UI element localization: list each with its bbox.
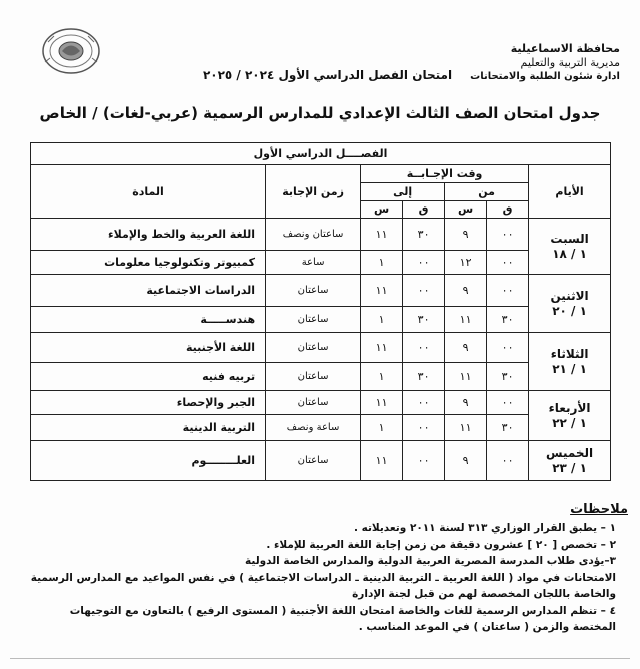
to-hour: ١١	[361, 275, 403, 307]
day-date: ١ / ٢٢	[552, 415, 587, 430]
from-hour: ١١	[445, 363, 487, 391]
table-row	[31, 391, 611, 415]
table-row	[31, 363, 611, 391]
to-minute-header: ق	[403, 201, 445, 219]
subject: الدراسات الاجتماعية	[31, 275, 266, 307]
directorate: مديرية التربية والتعليم	[520, 56, 620, 69]
note-line: ٣–يؤدى طلاب المدرسة المصرية العربية الدولية والمدارس الخاصة الدولية	[245, 555, 616, 567]
from-minute-header: ق	[487, 201, 529, 219]
to-minute: ٠٠	[403, 415, 445, 441]
to-minute: ٣٠	[403, 307, 445, 333]
to-minute: ٠٠	[403, 251, 445, 275]
subject: كمبيوتر وتكنولوجيا معلومات	[31, 251, 266, 275]
day-cell	[529, 441, 611, 481]
from-minute: ٣٠	[487, 415, 529, 441]
notes-list	[26, 520, 616, 636]
note-line: والخاصة باللجان المخصصة لهم من قبل لجنة الإدارة	[352, 588, 616, 600]
to-minute: ٠٠	[403, 333, 445, 363]
note-line: الامتحانات في مواد ( اللغة العربية ـ التربية الدينية ـ الدراسات الاجتماعية ) في نفس المواعيد مع المدارس الرسمية	[30, 571, 616, 584]
from-hour: ١١	[445, 415, 487, 441]
day-date: ١ / ٢٣	[552, 460, 587, 475]
note-line: ٢ – تخصص [ ٢٠ ] عشرون دقيقة من زمن إجابة اللغة العربية للإملاء .	[266, 538, 616, 551]
duration-header: زمن الإجابة	[266, 165, 361, 219]
administration: ادارة شئون الطلبة والامتحانات	[470, 71, 620, 82]
notes-heading: ملاحظات	[570, 502, 628, 517]
duration: ساعتان	[266, 275, 361, 307]
day-name: الخميس	[545, 445, 594, 460]
duration: ساعتان	[266, 333, 361, 363]
duration: ساعة	[266, 251, 361, 275]
day-name: الأربعاء	[548, 400, 591, 415]
from-header: من	[445, 183, 529, 201]
from-minute: ٠٠	[487, 333, 529, 363]
to-hour: ١١	[361, 219, 403, 251]
to-hour: ١١	[361, 391, 403, 415]
subject: التربية الدينية	[31, 415, 266, 441]
to-hour: ١	[361, 363, 403, 391]
from-hour: ٩	[445, 219, 487, 251]
to-header: إلى	[361, 183, 445, 201]
from-hour: ٩	[445, 333, 487, 363]
to-hour: ١	[361, 415, 403, 441]
ministry-seal-icon	[40, 26, 102, 76]
from-minute: ٣٠	[487, 363, 529, 391]
subject: الجبر والإحصاء	[31, 391, 266, 415]
from-hour: ٩	[445, 275, 487, 307]
from-minute: ٠٠	[487, 219, 529, 251]
subject: تربيه فنيه	[31, 363, 266, 391]
day-cell	[529, 391, 611, 441]
day-name: السبت	[550, 231, 589, 246]
to-minute: ٠٠	[403, 441, 445, 481]
to-hour: ١	[361, 307, 403, 333]
table-row	[31, 333, 611, 363]
subject-header: المادة	[31, 165, 266, 219]
page-divider	[10, 658, 630, 659]
note-line: المختصة والزمن ( ساعتان ) في الموعد المناسب .	[358, 621, 616, 633]
duration: ساعتان	[266, 441, 361, 481]
duration: ساعتان	[266, 391, 361, 415]
from-hour: ٩	[445, 391, 487, 415]
schedule-table	[30, 142, 611, 481]
day-name: الثلاثاء	[550, 346, 589, 361]
subject: هندســـــة	[31, 307, 266, 333]
from-minute: ٠٠	[487, 391, 529, 415]
semester-header: الفصــــل الدراسي الأول	[31, 143, 611, 165]
from-hour: ١٢	[445, 251, 487, 275]
day-cell	[529, 333, 611, 391]
from-hour-header: س	[445, 201, 487, 219]
from-minute: ٠٠	[487, 275, 529, 307]
table-row	[31, 441, 611, 481]
issuer-block	[440, 42, 620, 84]
table-row	[31, 307, 611, 333]
day-name: الاثنين	[550, 288, 589, 303]
from-hour: ١١	[445, 307, 487, 333]
table-row	[31, 275, 611, 307]
to-hour: ١١	[361, 441, 403, 481]
from-hour: ٩	[445, 441, 487, 481]
from-minute: ٣٠	[487, 307, 529, 333]
to-minute: ٠٠	[403, 391, 445, 415]
day-date: ١ / ٢٠	[552, 303, 587, 318]
day-date: ١ / ١٨	[552, 246, 587, 261]
table-row	[31, 219, 611, 251]
to-hour: ١١	[361, 333, 403, 363]
day-cell	[529, 219, 611, 275]
day-cell	[529, 275, 611, 333]
to-hour-header: س	[361, 201, 403, 219]
subject: اللغة الأجنبية	[31, 333, 266, 363]
days-header: الأيام	[529, 165, 611, 219]
table-row	[31, 415, 611, 441]
to-minute: ٣٠	[403, 363, 445, 391]
to-minute: ٣٠	[403, 219, 445, 251]
from-minute: ٠٠	[487, 251, 529, 275]
duration: ساعة ونصف	[266, 415, 361, 441]
duration: ساعتان	[266, 363, 361, 391]
subject: العلــــــــوم	[31, 441, 266, 481]
from-minute: ٠٠	[487, 441, 529, 481]
table-row	[31, 251, 611, 275]
answer-time-header: وقت الإجـابــة	[361, 165, 529, 183]
governorate: محافظة الاسماعيلية	[510, 42, 620, 55]
page-title: جدول امتحان الصف الثالث الإعدادي للمدارس الرسمية (عربي-لغات) / الخاص	[39, 104, 601, 122]
day-date: ١ / ٢١	[552, 361, 587, 376]
subject: اللغة العربية والخط والإملاء	[31, 219, 266, 251]
exam-name: امتحان الفصل الدراسي الأول ٢٠٢٤ / ٢٠٢٥	[202, 68, 453, 82]
duration: ساعتان ونصف	[266, 219, 361, 251]
duration: ساعتان	[266, 307, 361, 333]
note-line: ١ – يطبق القرار الوزاري ٣١٣ لسنة ٢٠١١ وتعديلاته .	[353, 522, 616, 534]
note-line: ٤ – تنظم المدارس الرسمية للغات والخاصة امتحان اللغة الأجنبية ( المستوى الرفيع ) بالتعاون مع التوجيهات	[69, 604, 616, 617]
to-hour: ١	[361, 251, 403, 275]
to-minute: ٠٠	[403, 275, 445, 307]
